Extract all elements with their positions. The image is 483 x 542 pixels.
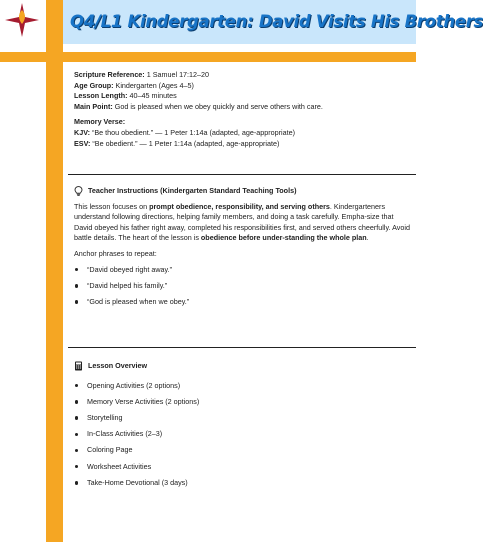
- teacher-heading-text: Teacher Instructions (Kindergarten Standard Teaching Tools): [88, 186, 297, 195]
- lightbulb-icon: [74, 186, 83, 196]
- list-item: Storytelling: [74, 413, 410, 424]
- teacher-text-1: This lesson focuses on: [74, 201, 150, 211]
- divider: [68, 174, 416, 175]
- list-item: “David obeyed right away.”: [74, 265, 410, 276]
- main-point-label: Main Point:: [74, 101, 113, 111]
- header-band-gap: [62, 44, 416, 52]
- overview-heading: [74, 361, 410, 372]
- age-label: Age Group:: [74, 80, 114, 90]
- esv-row: [74, 139, 410, 150]
- frame-vertical-bar: [46, 0, 63, 542]
- esv-label: ESV:: [74, 138, 91, 148]
- memory-verse-heading: Memory Verse:: [74, 117, 126, 127]
- overview-heading-text: Lesson Overview: [88, 361, 148, 370]
- divider: [68, 347, 416, 348]
- age-value: Kindergarten (Ages 4–5): [115, 80, 194, 90]
- frame-horizontal-bar: [0, 52, 416, 62]
- kjv-label: KJV:: [74, 127, 90, 137]
- teacher-heading: [74, 186, 410, 197]
- main-point-value: God is pleased when we obey quickly and serve others with care.: [114, 101, 323, 111]
- teacher-text-2: . Kindergarteners understand following directions, helping family members, and doing a task carefully. Empha-size that David obeyed his father right away, completed his responsibilities first, and served others cheerfully. Avoid battle details. The heart of the lesson is: [74, 201, 410, 243]
- main-point-row: [74, 102, 410, 113]
- cross-flame-logo-icon: [2, 0, 42, 40]
- list-item: Coloring Page: [74, 445, 410, 456]
- esv-value: “Be obedient.” — 1 Peter 1:14a (adapted, age-appropriate): [92, 138, 280, 148]
- lesson-summary: [74, 70, 410, 149]
- length-value: 40–45 minutes: [129, 91, 177, 101]
- kjv-value: “Be thou obedient.” — 1 Peter 1:14a (adapted, age-appropriate): [91, 127, 295, 137]
- page-title: Q4/L1 Kindergarten: David Visits His Brothers: [70, 12, 483, 31]
- scripture-row: [74, 70, 410, 81]
- anchor-label: Anchor phrases to repeat:: [74, 248, 157, 258]
- age-row: [74, 81, 410, 92]
- scripture-value: 1 Samuel 17:12–20: [146, 70, 210, 79]
- kjv-row: [74, 128, 410, 139]
- lesson-overview: [74, 361, 410, 494]
- teacher-emphasis-2: obedience before under-standing the whole plan: [200, 233, 367, 243]
- list-item: Memory Verse Activities (2 options): [74, 397, 410, 408]
- list-item: “God is pleased when we obey.”: [74, 297, 410, 308]
- teacher-text-3: .: [366, 233, 369, 243]
- list-item: “David helped his family.”: [74, 281, 410, 292]
- list-item: In-Class Activities (2–3): [74, 429, 410, 440]
- list-item: Opening Activities (2 options): [74, 381, 410, 392]
- scripture-label: Scripture Reference:: [74, 70, 145, 79]
- list-item: Worksheet Activities: [74, 462, 410, 473]
- overview-list: [74, 381, 410, 489]
- length-label: Lesson Length:: [74, 91, 128, 101]
- calculator-icon: [74, 361, 83, 371]
- teacher-paragraph: [74, 202, 410, 244]
- teacher-instructions: [74, 186, 410, 313]
- teacher-emphasis-1: prompt obedience, responsibility, and serving others: [149, 201, 330, 211]
- list-item: Take-Home Devotional (3 days): [74, 478, 410, 489]
- length-row: [74, 91, 410, 102]
- anchor-list: [74, 265, 410, 308]
